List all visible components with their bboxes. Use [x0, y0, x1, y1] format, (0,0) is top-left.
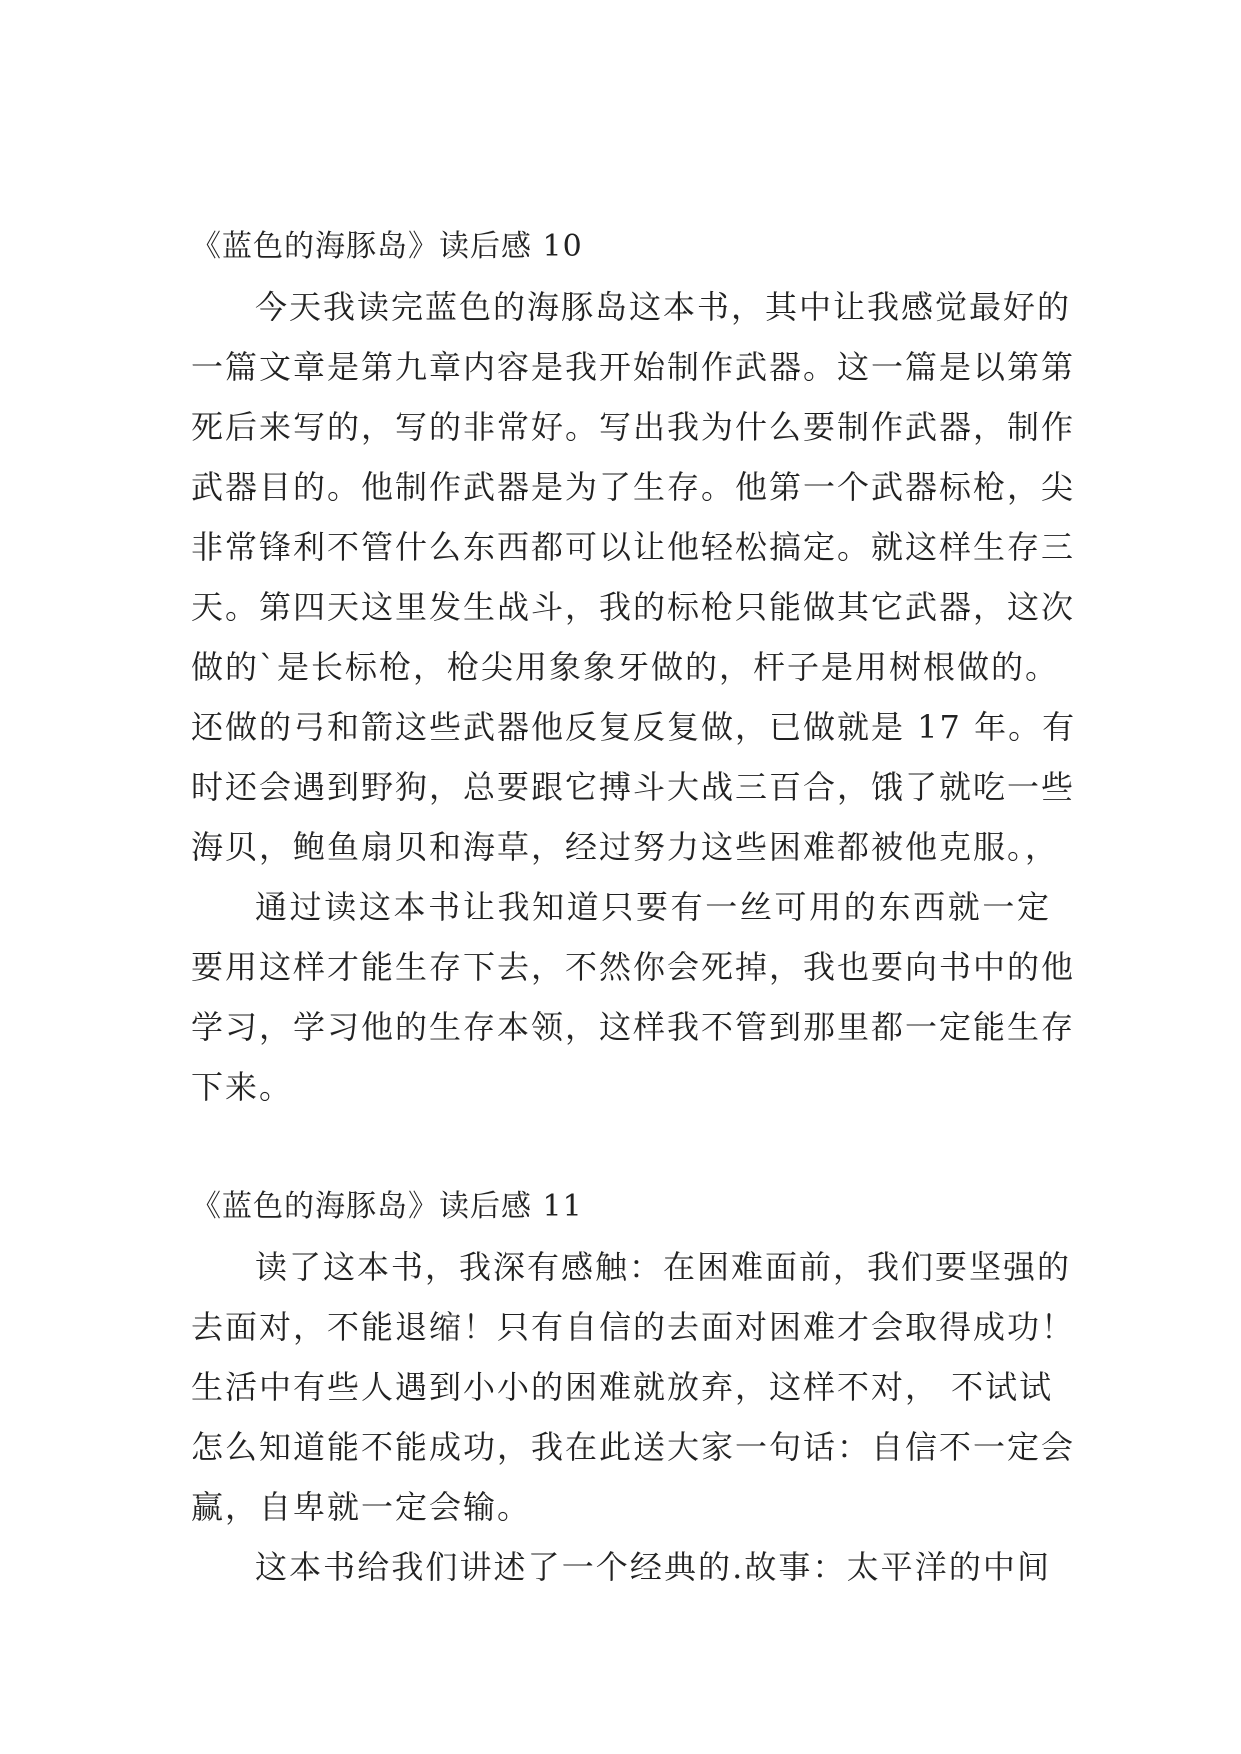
- text-line: 还做的弓和箭这些武器他反复反复做，已做就是 17 年。有: [191, 708, 1077, 746]
- paragraph: [191, 277, 1077, 877]
- text-line: 做的`是长标枪，枪尖用象象牙做的，杆子是用树根做的。: [191, 648, 1060, 686]
- document-body: [191, 217, 1077, 1597]
- text-line: 海贝，鲍鱼扇贝和海草，经过努力这些困难都被他克服。，: [191, 828, 1060, 866]
- article-11: [191, 1177, 1076, 1597]
- text-line: 要用这样才能生存下去，不然你会死掉，我也要向书中的他: [191, 948, 1076, 986]
- text-line: 今天我读完蓝色的海豚岛这本书，其中让我感觉最好的: [255, 288, 1072, 326]
- article-10: [191, 217, 1077, 1117]
- text-line: 下来。: [191, 1068, 294, 1106]
- text-line: 生活中有些人遇到小小的困难就放弃，这样不对， 不试试: [191, 1368, 1054, 1406]
- text-line: 怎么知道能不能成功，我在此送大家一句话：自信不一定会: [191, 1428, 1076, 1466]
- text-line: 时还会遇到野狗，总要跟它搏斗大战三百合，饿了就吃一些: [191, 768, 1076, 806]
- paragraph: [191, 1537, 1051, 1597]
- text-line: 赢，自卑就一定会输。: [191, 1488, 532, 1526]
- text-line: 天。第四天这里发生战斗，我的标枪只能做其它武器，这次: [191, 588, 1076, 626]
- text-line: 武器目的。他制作武器是为了生存。他第一个武器标枪，尖: [191, 468, 1076, 506]
- text-line: 一篇文章是第九章内容是我开始制作武器。这一篇是以第第: [191, 348, 1076, 386]
- article-title: 《蓝色的海豚岛》读后感 11: [191, 1189, 583, 1224]
- paragraph: [191, 1237, 1076, 1537]
- paragraph: [191, 877, 1076, 1117]
- text-line: 这本书给我们讲述了一个经典的.故事：太平洋的中间: [255, 1548, 1051, 1586]
- text-line: 通过读这本书让我知道只要有一丝可用的东西就一定: [255, 888, 1051, 926]
- text-line: 死后来写的，写的非常好。写出我为什么要制作武器，制作: [191, 408, 1076, 446]
- text-line: 读了这本书，我深有感触：在困难面前，我们要坚强的: [255, 1248, 1072, 1286]
- text-line: 非常锋利不管什么东西都可以让他轻松搞定。就这样生存三: [191, 528, 1076, 566]
- article-title: 《蓝色的海豚岛》读后感 10: [191, 229, 583, 264]
- text-line: 学习，学习他的生存本领，这样我不管到那里都一定能生存: [191, 1008, 1076, 1046]
- text-line: 去面对，不能退缩！只有自信的去面对困难才会取得成功！: [191, 1308, 1076, 1346]
